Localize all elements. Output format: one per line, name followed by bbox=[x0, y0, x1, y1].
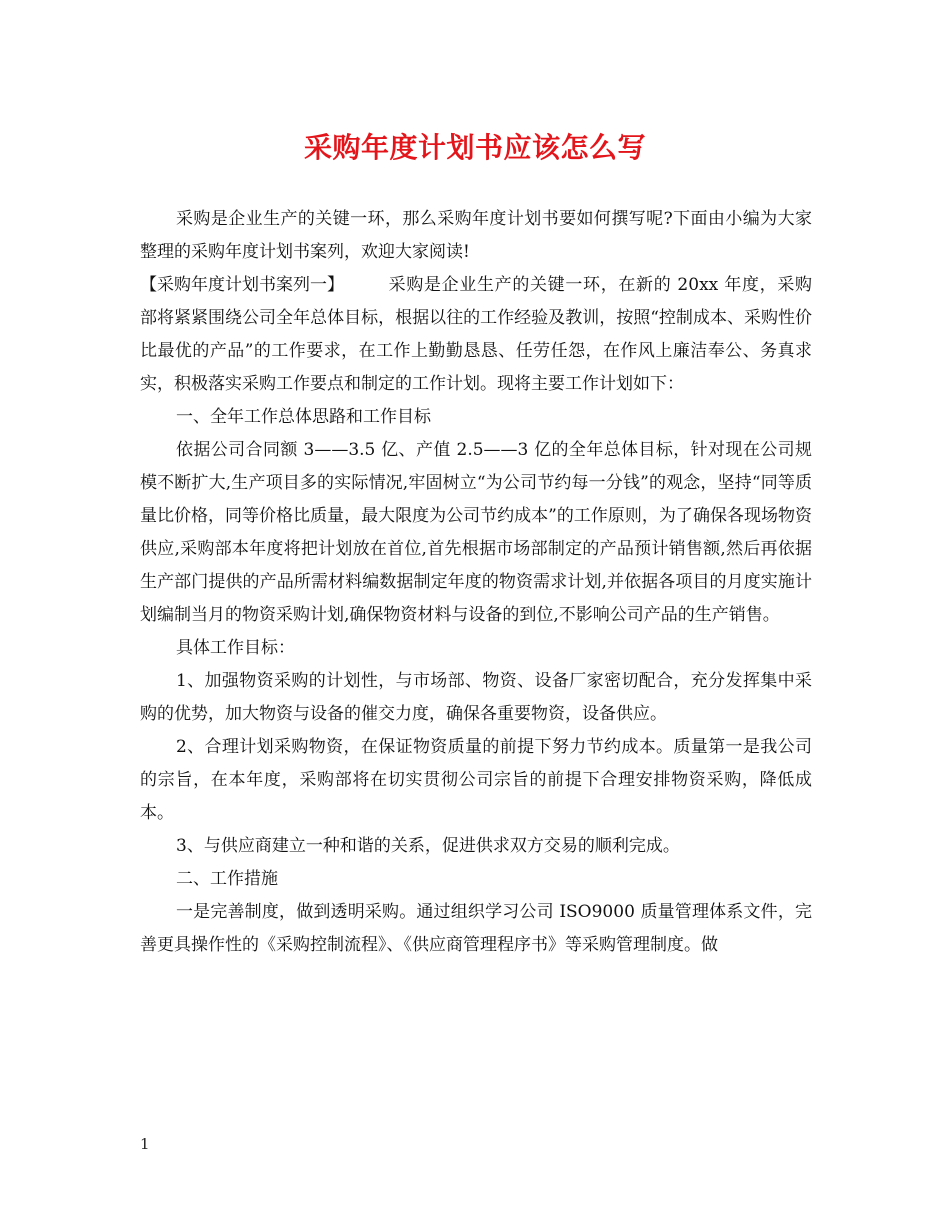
case-paragraph bbox=[140, 269, 812, 401]
subheading-goals: 具体工作目标： bbox=[176, 638, 295, 658]
goal-item-3: 3、与供应商建立一种和谐的关系，促进供求双方交易的顺利完成。 bbox=[176, 836, 680, 856]
document-title: 采购年度计划书应该怎么写 bbox=[303, 131, 646, 164]
intro-paragraph: 采购是企业生产的关键一环，那么采购年度计划书要如何撰写呢?下面由小编为大家整理的采购年度计划书案列，欢迎大家阅读! bbox=[140, 209, 812, 262]
body-paragraph: 一是完善制度，做到透明采购。通过组织学习公司 ISO9000 质量管理体系文件，完善更具操作性的《采购控制流程》、《供应商管理程序书》等采购管理制度。做 bbox=[140, 902, 812, 955]
case-text: 采购是企业生产的关键一环，在新的 20xx 年度，采购部将紧紧围绕公司全年总体目标，根据以往的工作经验及教训，按照“控制成本、采购性价比最优的产品”的工作要求，在工作上勤勤恳恳、任劳任怨，在作风上廉洁奉公、务真求实，积极落实采购工作要点和制定的工作计划。现将主要工作计划如下： bbox=[140, 275, 812, 394]
body-paragraph: 依据公司合同额 3——3.5 亿、产值 2.5——3 亿的全年总体目标，针对现在公司规模不断扩大,生产项目多的实际情况,牢固树立“为公司节约每一分钱”的观念，坚持“同等质量比价格，同等价格比质量，最大限度为公司节约成本”的工作原则，为了确保各现场物资供应,采购部本年度将把计划放在首位,首先根据市场部制定的产品预计销售额,然后再依据生产部门提供的产品所需材料编数据制定年度的物资需求计划,并依据各项目的月度实施计划编制当月的物资采购计划,确保物资材料与设备的到位,不影响公司产品的生产销售。 bbox=[140, 440, 812, 625]
case-label: 【采购年度计划书案列一】 bbox=[140, 275, 344, 295]
section-heading-1: 一、全年工作总体思路和工作目标 bbox=[176, 407, 431, 427]
page-number: 1 bbox=[140, 1135, 150, 1153]
document-body bbox=[140, 203, 812, 962]
goal-item-1: 1、加强物资采购的计划性，与市场部、物资、设备厂家密切配合，充分发挥集中采购的优势，加大物资与设备的催交力度，确保各重要物资，设备供应。 bbox=[140, 671, 812, 724]
section-heading-2: 二、工作措施 bbox=[176, 869, 278, 889]
goal-item-2: 2、合理计划采购物资，在保证物资质量的前提下努力节约成本。质量第一是我公司的宗旨，在本年度，采购部将在切实贯彻公司宗旨的前提下合理安排物资采购，降低成本。 bbox=[140, 737, 812, 823]
